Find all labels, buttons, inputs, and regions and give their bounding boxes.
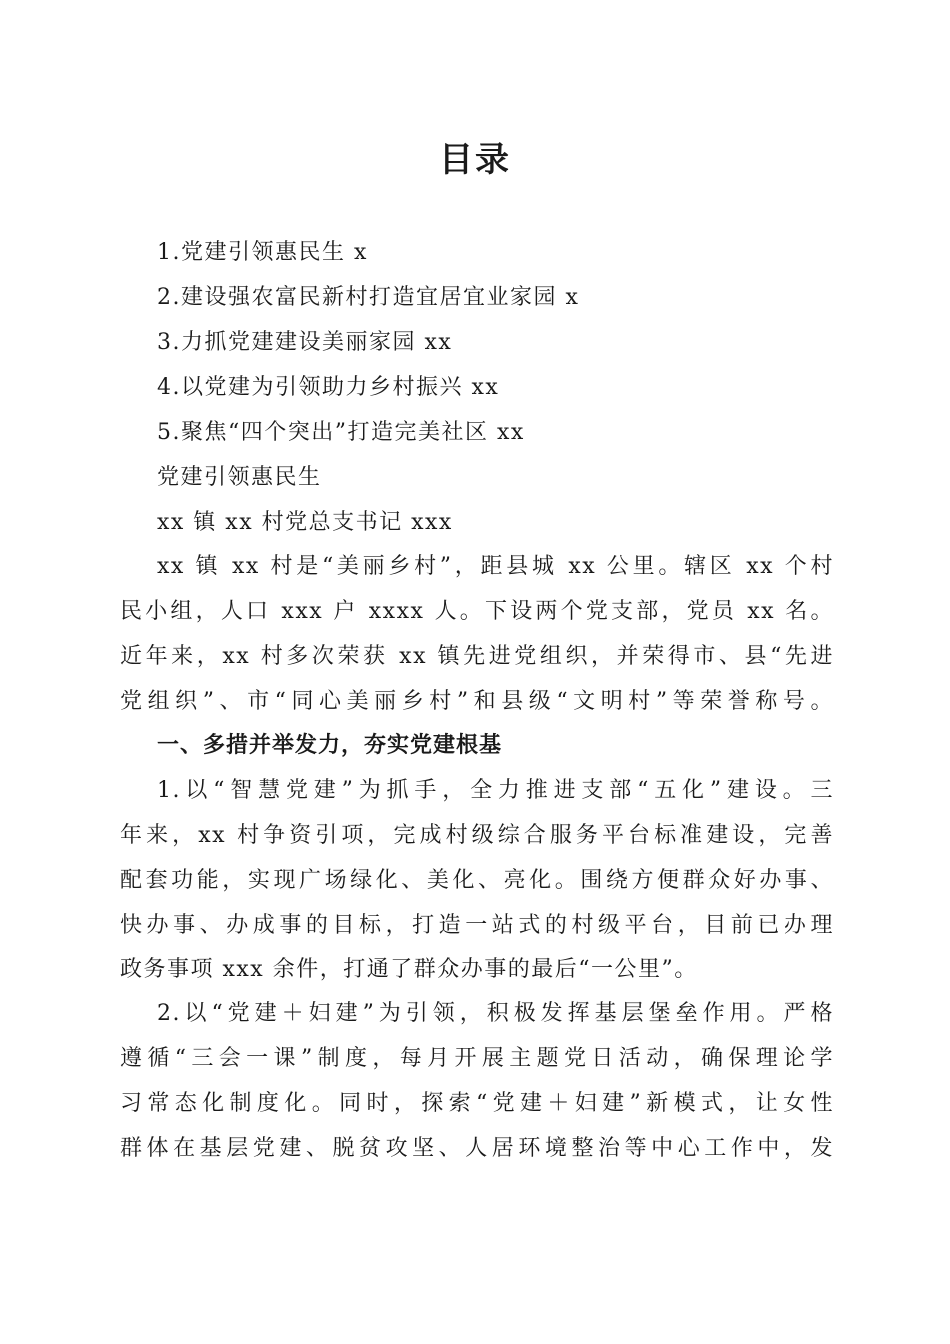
para1-line-2: 年来，xx 村争资引项，完成村级综合服务平台标准建设，完善 (120, 823, 834, 848)
para1-line-1: 1.以“智慧党建”为抓手，全力推进支部“五化”建设。三 (157, 778, 834, 803)
toc-item-2[interactable]: 2.建设强农富民新村打造宜居宜业家园 x (157, 285, 580, 310)
intro-line-4: 党组织”、市“同心美丽乡村”和县级“文明村”等荣誉称号。 (120, 689, 834, 714)
toc-item-3[interactable]: 3.力抓党建建设美丽家园 xx (157, 330, 453, 355)
intro-line-1: xx 镇 xx 村是“美丽乡村”，距县城 xx 公里。辖区 xx 个村 (157, 554, 834, 579)
para1-line-4: 快办事、办成事的目标，打造一站式的村级平台，目前已办理 (120, 913, 834, 938)
para2-line-2: 遵循“三会一课”制度，每月开展主题党日活动，确保理论学 (120, 1046, 834, 1071)
section-heading-1: 一、多措并举发力，夯实党建根基 (157, 733, 503, 758)
toc-item-4[interactable]: 4.以党建为引领助力乡村振兴 xx (157, 375, 500, 400)
para2-line-3: 习常态化制度化。同时，探索“党建＋妇建”新模式，让女性 (120, 1091, 834, 1116)
intro-line-2: 民小组，人口 xxx 户 xxxx 人。下设两个党支部，党员 xx 名。 (120, 599, 834, 624)
toc-item-5[interactable]: 5.聚焦“四个突出”打造完美社区 xx (157, 420, 525, 445)
toc-item-1[interactable]: 1.党建引领惠民生 x (157, 240, 368, 265)
para2-line-4: 群体在基层党建、脱贫攻坚、人居环境整治等中心工作中，发 (120, 1136, 834, 1161)
article-author: xx 镇 xx 村党总支书记 xxx (157, 510, 453, 535)
para1-line-5: 政务事项 xxx 余件，打通了群众办事的最后“一公里”。 (120, 957, 698, 982)
para1-line-3: 配套功能，实现广场绿化、美化、亮化。围绕方便群众好办事、 (120, 868, 834, 893)
intro-line-3: 近年来，xx 村多次荣获 xx 镇先进党组织，并荣得市、县“先进 (120, 644, 834, 669)
page-title: 目录 (439, 140, 511, 180)
article-title: 党建引领惠民生 (157, 465, 322, 490)
para2-line-1: 2.以“党建＋妇建”为引领，积极发挥基层堡垒作用。严格 (157, 1001, 834, 1026)
